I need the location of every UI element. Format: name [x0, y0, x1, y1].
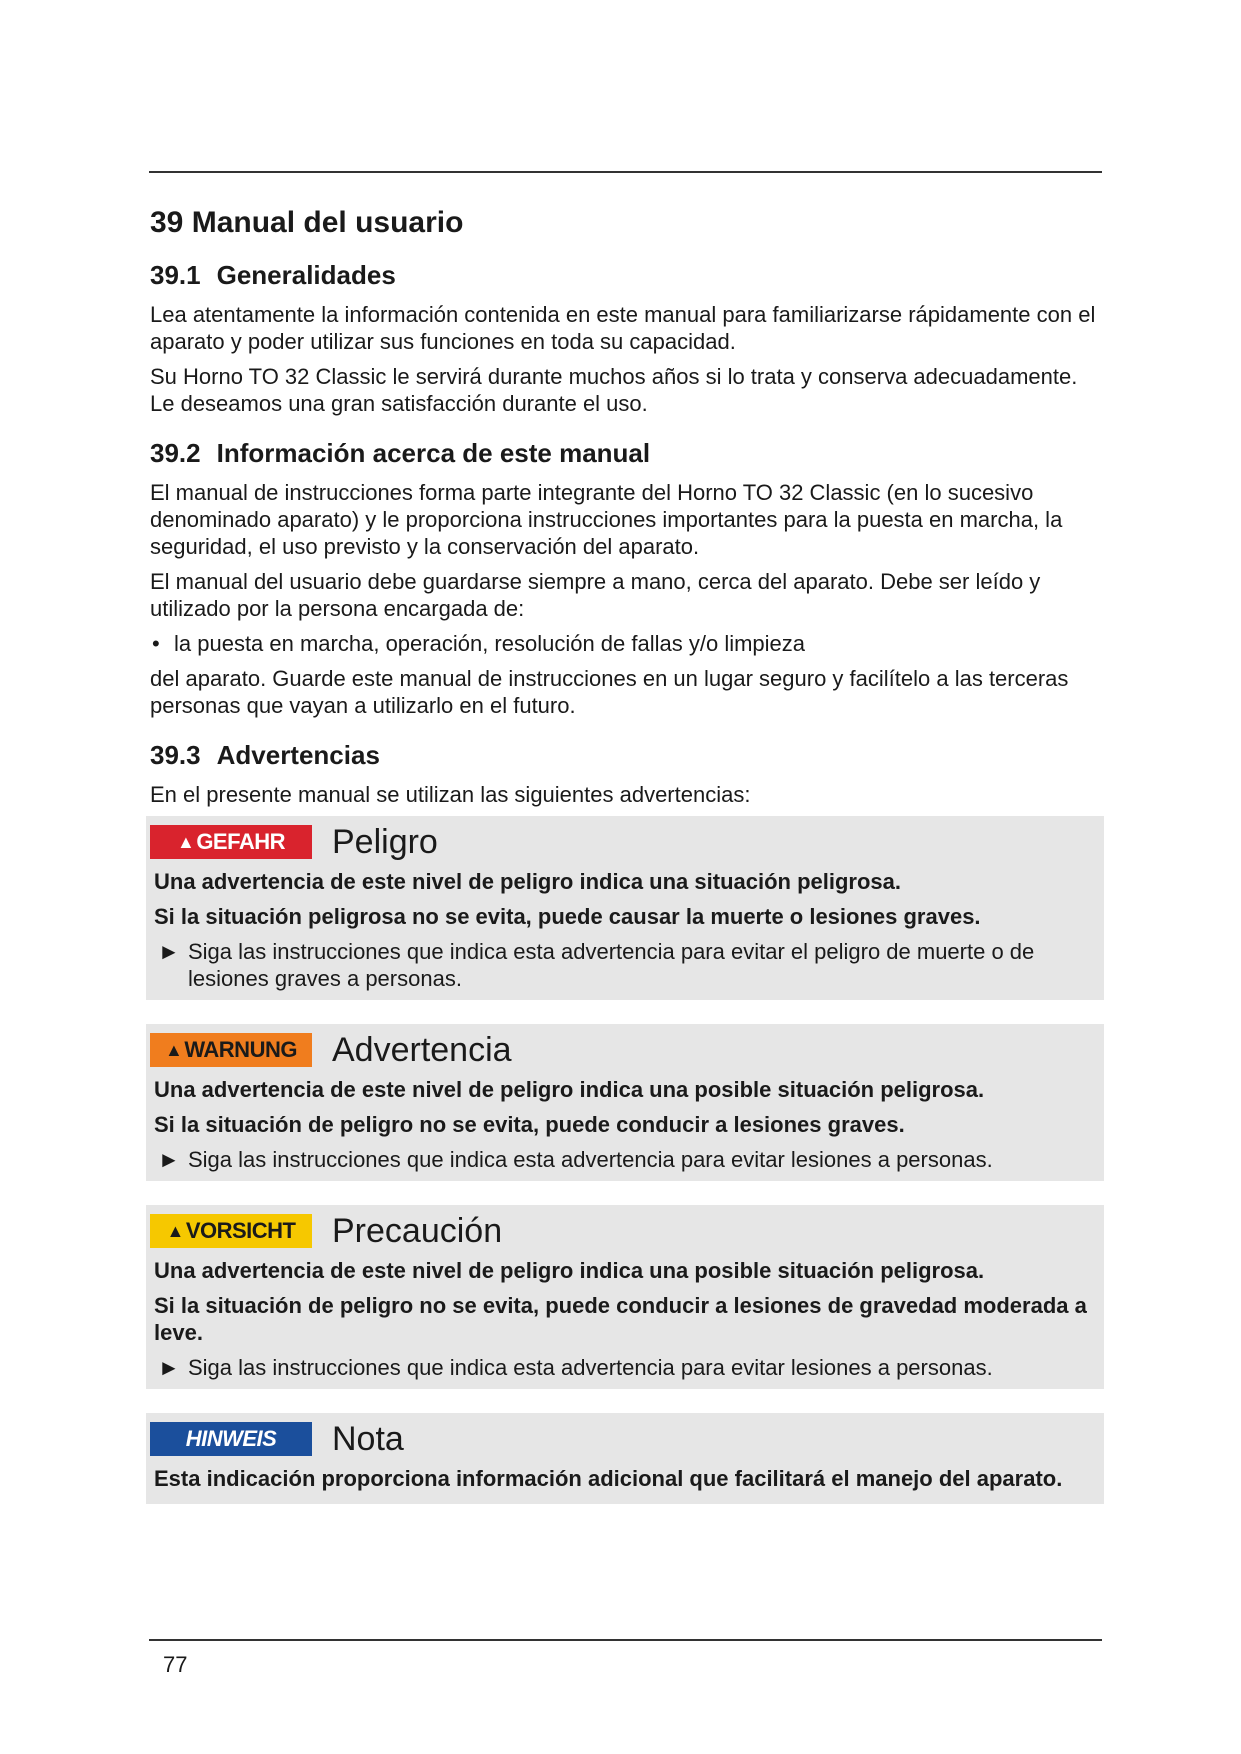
warning-action: ► Siga las instrucciones que indica esta advertencia para evitar lesiones a personas.	[158, 1147, 993, 1172]
header-rule	[149, 171, 1102, 173]
warning-box-caution	[146, 1205, 1104, 1389]
section-heading: 39.2 Información acerca de este manual	[150, 438, 651, 468]
warning-title: Precaución	[332, 1212, 503, 1250]
section-informacion	[150, 437, 1102, 719]
warning-text: Si la situación de peligro no se evita, puede conducir a lesiones de gravedad moderada a leve.	[154, 1293, 1087, 1345]
bullet-list	[150, 630, 1102, 657]
arrow-right-icon: ►	[158, 939, 180, 964]
section-heading: 39.3 Advertencias	[150, 740, 380, 770]
warning-triangle-icon: ▲	[165, 1039, 183, 1060]
arrow-right-icon: ►	[158, 1147, 180, 1172]
chapter-title: 39 Manual del usuario	[150, 206, 464, 239]
warning-body	[150, 868, 1100, 992]
list-item: • la puesta en marcha, operación, resolución de fallas y/o limpieza	[150, 630, 1102, 657]
warnung-badge: ▲ WARNUNG	[150, 1033, 312, 1067]
page-content	[150, 205, 1102, 1504]
hinweis-badge: HINWEIS	[150, 1422, 312, 1456]
warning-header	[150, 1028, 1100, 1072]
warning-body	[150, 1257, 1100, 1381]
section-heading: 39.1 Generalidades	[150, 260, 396, 290]
warning-title: Advertencia	[332, 1031, 512, 1069]
warning-text: Una advertencia de este nivel de peligro indica una situación peligrosa.	[154, 869, 902, 894]
paragraph: Lea atentamente la información contenida en este manual para familiarizarse rápidamente con el aparato y poder utilizar sus funciones en toda su capacidad.	[150, 302, 1096, 354]
arrow-right-icon: ►	[158, 1355, 180, 1380]
warning-box-danger	[146, 816, 1104, 1000]
warning-text: Una advertencia de este nivel de peligro indica una posible situación peligrosa.	[154, 1258, 985, 1283]
note-box	[146, 1413, 1104, 1504]
note-title: Nota	[332, 1420, 404, 1458]
warning-text: Una advertencia de este nivel de peligro indica una posible situación peligrosa.	[154, 1077, 985, 1102]
warning-triangle-icon: ▲	[166, 1220, 184, 1241]
paragraph: Su Horno TO 32 Classic le servirá durante muchos años si lo trata y conserva adecuadamente. Le deseamos una gran satisfacción durante el uso.	[150, 364, 1078, 416]
paragraph: del aparato. Guarde este manual de instrucciones en un lugar seguro y facilítelo a las terceras personas que vayan a utilizarlo en el futuro.	[150, 666, 1069, 718]
gefahr-badge: ▲ GEFAHR	[150, 825, 312, 859]
note-header	[150, 1417, 1100, 1461]
section-advertencias	[150, 739, 1102, 808]
warning-title: Peligro	[332, 823, 438, 861]
page-number: 77	[163, 1652, 188, 1677]
note-body	[150, 1465, 1100, 1492]
warning-text: Si la situación de peligro no se evita, puede conducir a lesiones graves.	[154, 1112, 905, 1137]
note-text: Esta indicación proporciona información adicional que facilitará el manejo del aparato.	[154, 1466, 1063, 1491]
warning-action: ► Siga las instrucciones que indica esta advertencia para evitar lesiones a personas.	[158, 1355, 993, 1380]
vorsicht-badge: ▲ VORSICHT	[150, 1214, 312, 1248]
warning-triangle-icon: ▲	[176, 831, 195, 852]
warning-header	[150, 820, 1100, 864]
warning-text: Si la situación peligrosa no se evita, puede causar la muerte o lesiones graves.	[154, 904, 981, 929]
paragraph: En el presente manual se utilizan las siguientes advertencias:	[150, 782, 751, 807]
warning-box-warning	[146, 1024, 1104, 1181]
warning-header	[150, 1209, 1100, 1253]
warning-body	[150, 1076, 1100, 1173]
paragraph: El manual de instrucciones forma parte integrante del Horno TO 32 Classic (en lo sucesivo denominado aparato) y le proporciona instrucciones importantes para la puesta en marcha, la seguridad, el uso previsto y la conservación del aparato.	[150, 480, 1063, 559]
warning-action: ► Siga las instrucciones que indica esta advertencia para evitar el peligro de muerte o de lesiones graves a personas.	[158, 939, 1035, 991]
section-generalidades	[150, 259, 1102, 417]
footer-rule	[149, 1639, 1102, 1641]
paragraph: El manual del usuario debe guardarse siempre a mano, cerca del aparato. Debe ser leído y utilizado por la persona encargada de:	[150, 569, 1041, 621]
